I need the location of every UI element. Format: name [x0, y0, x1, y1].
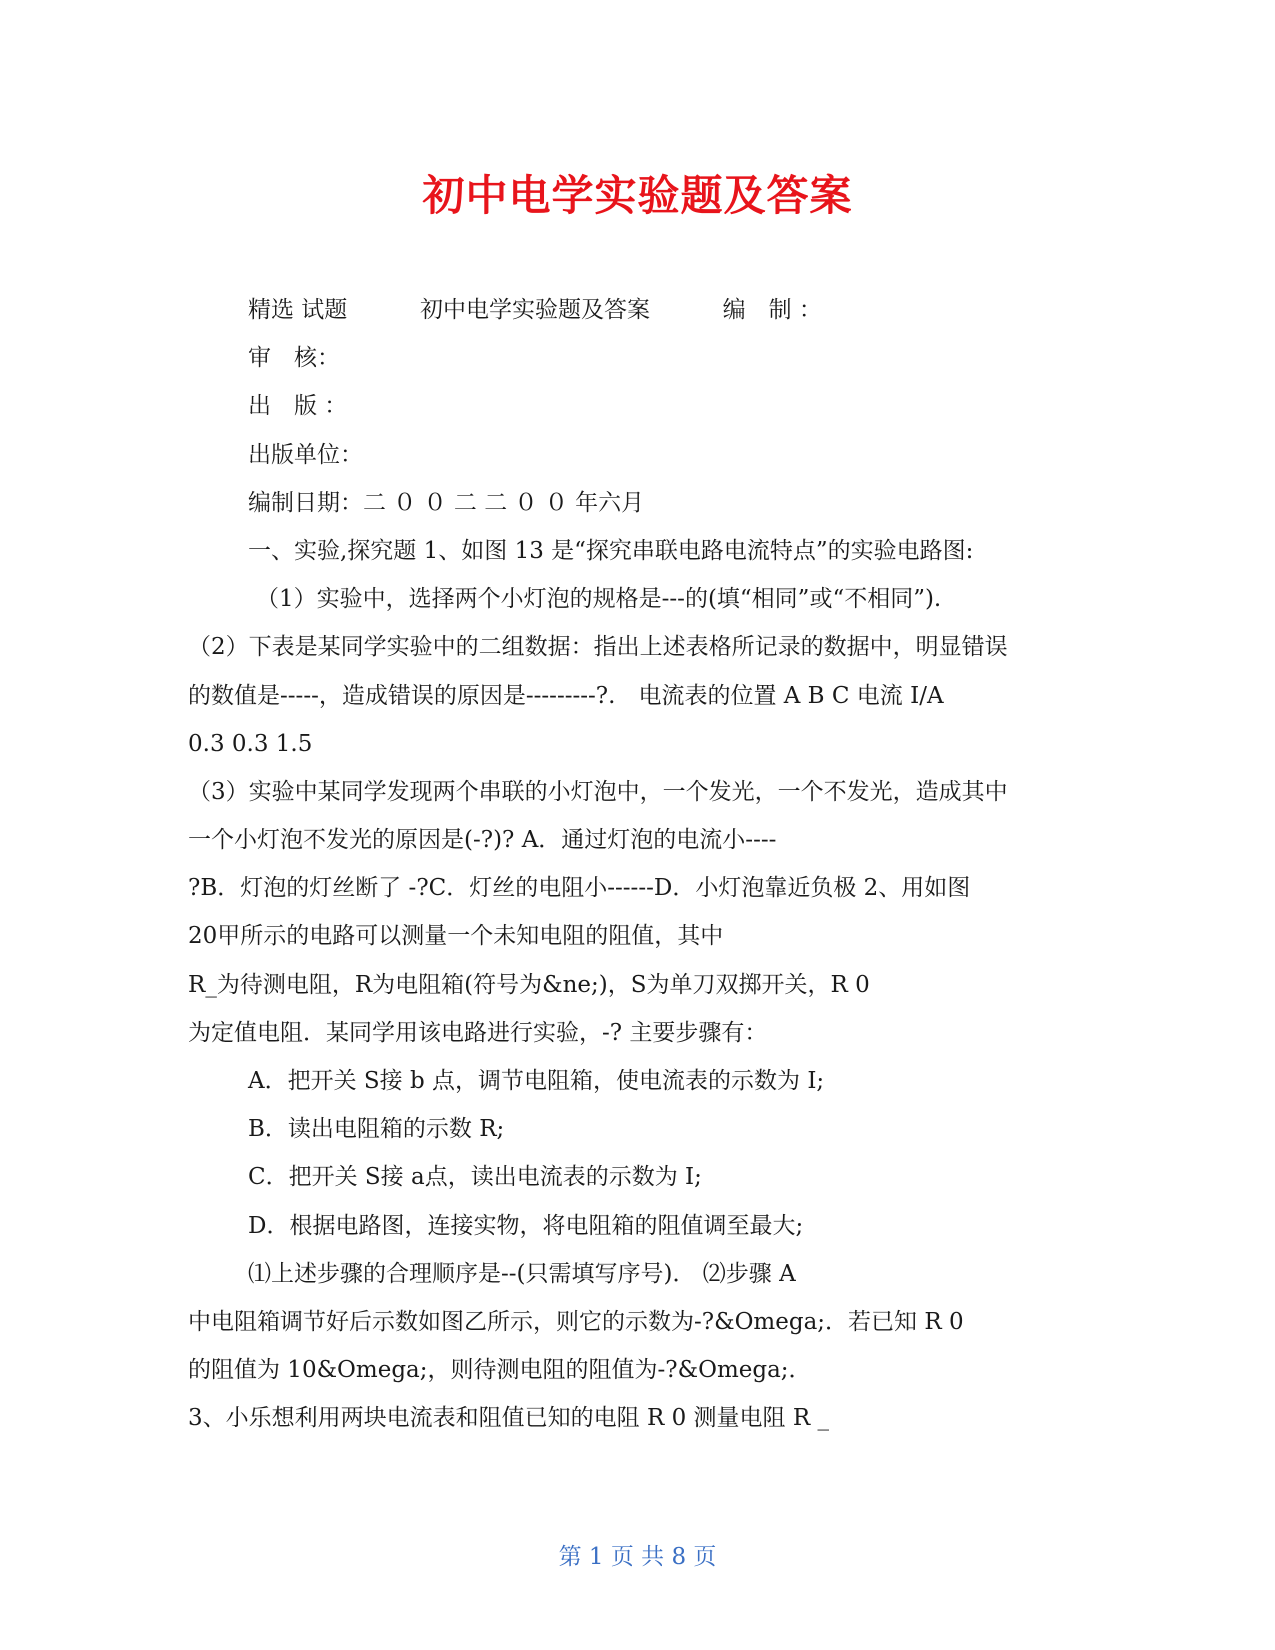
- text-line: 一、实验,探究题 1、如图 13 是“探究串联电路电流特点”的实验电路图:: [248, 537, 974, 564]
- text-line: （3）实验中某同学发现两个串联的小灯泡中，一个发光，一个不发光，造成其中: [188, 778, 1008, 805]
- text-line: 的数值是-----，造成错误的原因是---------?. 电流表的位置 A B C 电流 I/A: [188, 682, 944, 709]
- text-line: 一个小灯泡不发光的原因是(-?)? A．通过灯泡的电流小----: [188, 827, 777, 854]
- meta-line-date: 编制日期：二 ０ ０ 二 二 ０ ０ 年六月: [248, 489, 645, 516]
- document-body: [188, 293, 1088, 1450]
- text-line: 3、小乐想利用两块电流表和阻值已知的电阻 R 0 测量电阻 R _: [188, 1405, 829, 1432]
- meta-compiler: 编 制 ：: [722, 297, 822, 323]
- meta-line-review: 审 核：: [248, 345, 340, 372]
- text-line: ⑴上述步骤的合理顺序是--(只需填写序号)． ⑵步骤 A: [248, 1260, 796, 1287]
- document-title: 初中电学实验题及答案: [422, 171, 853, 220]
- text-line: 20甲所示的电路可以测量一个未知电阻的阻值，其中: [188, 923, 724, 950]
- step-b: B．读出电阻箱的示数 R;: [248, 1116, 505, 1143]
- meta-selected-exam: 精选 试题: [248, 297, 348, 323]
- text-line: 为定值电阻．某同学用该电路进行实验，-? 主要步骤有：: [188, 1019, 768, 1046]
- text-line: 0.3 0.3 1.5: [188, 730, 313, 757]
- text-line: ?B．灯泡的灯丝断了 -?C．灯丝的电阻小------D．小灯泡靠近负极 2、用如图: [188, 875, 971, 902]
- meta-line-compile: [188, 293, 1088, 341]
- meta-line-publish: 出 版 ：: [248, 393, 348, 420]
- meta-exam-name: 初中电学实验题及答案: [419, 297, 650, 323]
- text-line: （2）下表是某同学实验中的二组数据：指出上述表格所记录的数据中，明显错误: [188, 634, 1008, 661]
- step-d: D．根据电路图，连接实物，将电阻箱的阻值调至最大;: [248, 1212, 804, 1239]
- text-line: 的阻值为 10&Omega;，则待测电阻的阻值为-?&Omega;．: [188, 1357, 812, 1384]
- meta-line-publisher: 出版单位：: [248, 441, 363, 468]
- text-line: （1）实验中，选择两个小灯泡的规格是---的(填“相同”或“不相同”).: [256, 586, 942, 613]
- text-line: R_为待测电阻，R为电阻箱(符号为&ne;)，S为单刀双掷开关，R 0: [188, 971, 870, 998]
- text-line: 中电阻箱调节好后示数如图乙所示，则它的示数为-?&Omega;．若已知 R 0: [188, 1308, 964, 1335]
- step-c: C．把开关 S接 a点，读出电流表的示数为 I;: [248, 1164, 702, 1191]
- step-a: A．把开关 S接 b 点，调节电阻箱，使电流表的示数为 I;: [248, 1068, 825, 1094]
- page-footer: 第 1 页 共 8 页: [558, 1544, 717, 1570]
